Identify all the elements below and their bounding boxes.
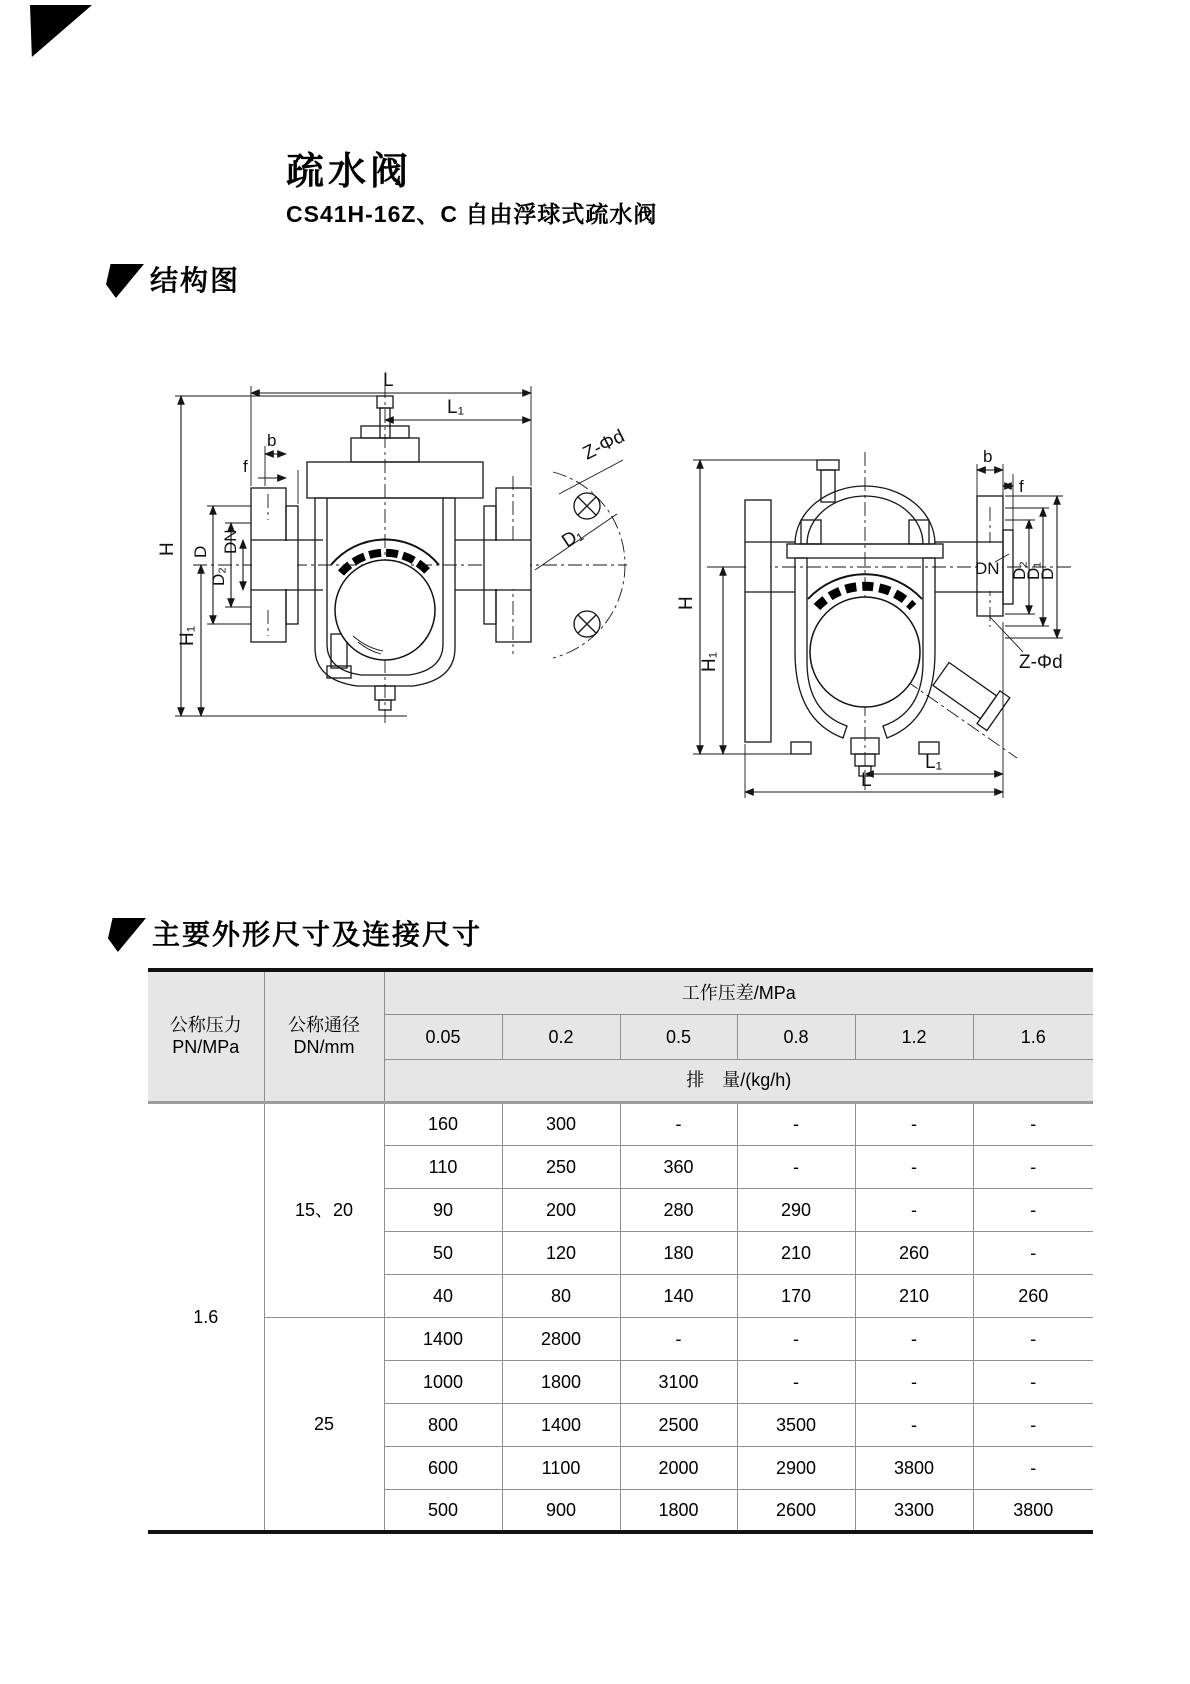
table-data-cell: 40 [384, 1274, 502, 1317]
table-data-cell: - [973, 1231, 1093, 1274]
table-data-cell: 260 [855, 1231, 973, 1274]
pressure-col-header: 0.8 [737, 1014, 855, 1059]
page-title: 疏水阀 [286, 148, 413, 193]
table-data-cell: - [855, 1360, 973, 1403]
table-data-cell: - [737, 1317, 855, 1360]
table-data-cell: 50 [384, 1231, 502, 1274]
table-data-cell: - [973, 1188, 1093, 1231]
band-discharge-capacity: 排 量/(kg/h) [384, 1059, 1093, 1102]
table-data-cell: - [973, 1145, 1093, 1188]
dim-label-Zd: Z-Φd [1019, 652, 1063, 673]
table-data-cell: - [855, 1317, 973, 1360]
table-data-cell: 260 [973, 1274, 1093, 1317]
table-data-cell: 3800 [855, 1446, 973, 1489]
table-data-cell: 1400 [384, 1317, 502, 1360]
dim-label-D2: D₂ [1010, 561, 1029, 580]
table-data-cell: - [973, 1102, 1093, 1145]
dim-label-H: H [157, 542, 178, 556]
table-data-cell: 140 [620, 1274, 737, 1317]
dim-label-L: L [383, 370, 394, 391]
table-data-cell: 360 [620, 1145, 737, 1188]
table-data-cell: 180 [620, 1231, 737, 1274]
table-data-cell: 600 [384, 1446, 502, 1489]
pn-value-cell: 1.6 [148, 1102, 264, 1532]
dim-label-L: L [861, 770, 872, 791]
table-data-cell: 1100 [502, 1446, 620, 1489]
dn-group-cell: 15、20 [264, 1102, 384, 1317]
dn-group-cell: 25 [264, 1317, 384, 1532]
table-data-cell: 3500 [737, 1403, 855, 1446]
capacity-table [148, 968, 1093, 1534]
page-corner-mark [30, 5, 92, 57]
table-data-cell: 1800 [620, 1489, 737, 1532]
table-data-cell: 250 [502, 1145, 620, 1188]
dim-label-L1: L₁ [925, 752, 942, 773]
pressure-col-header: 0.2 [502, 1014, 620, 1059]
dim-label-DN: DN [975, 559, 1000, 578]
table-data-cell: - [855, 1145, 973, 1188]
col-header-nominal-diameter: 公称通径 DN/mm [264, 970, 384, 1102]
table-data-cell: 170 [737, 1274, 855, 1317]
table-data-cell: 2800 [502, 1317, 620, 1360]
table-data-cell: 1000 [384, 1360, 502, 1403]
dim-label-f: f [243, 457, 248, 476]
table-data-cell: 1800 [502, 1360, 620, 1403]
section-dimensions-header [108, 918, 482, 952]
table-data-cell: 2000 [620, 1446, 737, 1489]
table-data-cell: 210 [737, 1231, 855, 1274]
pressure-col-header: 0.5 [620, 1014, 737, 1059]
table-data-cell: - [737, 1360, 855, 1403]
table-data-cell: 80 [502, 1274, 620, 1317]
dim-label-L1: L₁ [447, 397, 464, 418]
structure-diagram-side-view [155, 348, 675, 738]
table-data-cell: 500 [384, 1489, 502, 1532]
table-data-cell: 800 [384, 1403, 502, 1446]
table-data-cell: 3300 [855, 1489, 973, 1532]
structure-diagram-front-view [645, 412, 1145, 812]
table-data-cell: - [620, 1102, 737, 1145]
table-data-cell: 90 [384, 1188, 502, 1231]
dim-label-D: D [1038, 567, 1057, 580]
float-ball [810, 597, 920, 707]
dim-label-H: H [676, 596, 697, 610]
section-marker-icon [106, 264, 144, 298]
table-data-cell: - [855, 1403, 973, 1446]
table-data-cell: - [855, 1102, 973, 1145]
dim-label-Zd: Z-Φd [579, 425, 629, 465]
table-data-cell: 1400 [502, 1403, 620, 1446]
dim-label-H1: H₁ [177, 625, 198, 646]
section-structure-title: 结构图 [150, 264, 241, 297]
table-data-cell: 290 [737, 1188, 855, 1231]
table-data-cell: 900 [502, 1489, 620, 1532]
table-data-cell: 210 [855, 1274, 973, 1317]
dim-label-D: D [191, 545, 210, 558]
table-data-cell: - [737, 1102, 855, 1145]
section-dimensions-title: 主要外形尺寸及连接尺寸 [152, 918, 483, 951]
table-data-cell: 110 [384, 1145, 502, 1188]
table-data-cell: - [855, 1188, 973, 1231]
dim-label-b: b [267, 431, 277, 450]
table-data-cell: 2500 [620, 1403, 737, 1446]
table-data-cell: 2600 [737, 1489, 855, 1532]
dim-label-DN: DN [221, 529, 240, 554]
table-data-cell: 120 [502, 1231, 620, 1274]
table-data-cell: 200 [502, 1188, 620, 1231]
dim-label-b: b [983, 447, 993, 466]
col-header-nominal-pressure: 公称压力 PN/MPa [148, 970, 264, 1102]
band-working-pressure-diff: 工作压差/MPa [384, 970, 1093, 1014]
bolt-circle-view [535, 460, 625, 658]
pressure-col-header: 0.05 [384, 1014, 502, 1059]
pressure-col-header: 1.6 [973, 1014, 1093, 1059]
float-ball [335, 560, 435, 660]
table-data-cell: 2900 [737, 1446, 855, 1489]
section-marker-icon [108, 918, 146, 952]
page-subtitle: CS41H-16Z、C 自由浮球式疏水阀 [286, 201, 658, 227]
dimension-lines [157, 370, 628, 716]
dim-label-D1: D₁ [558, 523, 587, 553]
table-data-cell: 3100 [620, 1360, 737, 1403]
table-data-cell: 280 [620, 1188, 737, 1231]
table-data-cell: 300 [502, 1102, 620, 1145]
table-data-cell: - [973, 1446, 1093, 1489]
table-data-cell: 160 [384, 1102, 502, 1145]
table-data-cell: - [973, 1360, 1093, 1403]
dim-label-D2: D₂ [209, 567, 228, 586]
section-structure-header [106, 264, 240, 298]
table-data-cell: - [737, 1145, 855, 1188]
dim-label-D1: D₁ [1024, 561, 1043, 580]
pressure-col-header: 1.2 [855, 1014, 973, 1059]
table-data-cell: 3800 [973, 1489, 1093, 1532]
dim-label-H1: H₁ [699, 651, 720, 672]
table-data-cell: - [973, 1403, 1093, 1446]
table-data-cell: - [620, 1317, 737, 1360]
table-data-cell: - [973, 1317, 1093, 1360]
dim-label-f: f [1019, 477, 1024, 496]
